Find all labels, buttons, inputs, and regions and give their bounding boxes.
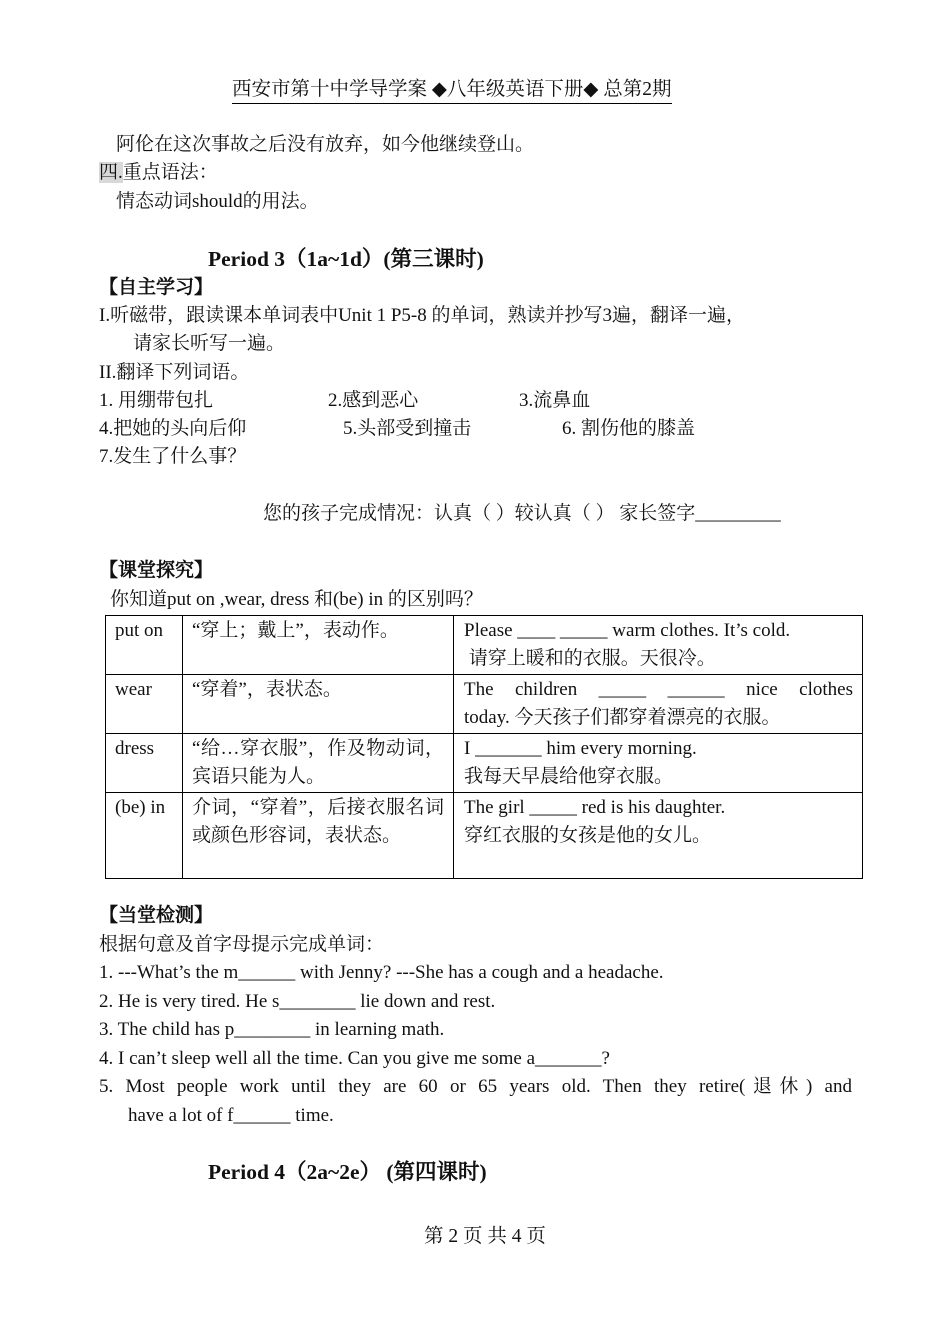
test-item-1: 1. ---What’s the m______ with Jenny? ---She has a cough and a headache. [99, 962, 664, 983]
self-study-item-1: I.听磁带，跟读课本单词表中Unit 1 P5-8 的单词，熟读并抄写3遍，翻译一遍， [99, 305, 746, 326]
test-item-5: 5. Most people work until they are 60 or 65 years old. Then they retire(退休) and [99, 1076, 852, 1097]
example-cell [454, 616, 863, 675]
intro-line: 阿伦在这次事故之后没有放弃，如今他继续登山。 [116, 134, 535, 155]
test-instruction: 根据句意及首字母提示完成单词： [99, 934, 385, 955]
period4-title: Period 4（2a~2e） (第四课时) [208, 1160, 487, 1184]
grammar-title: 重点语法： [122, 162, 218, 183]
page-header: 西安市第十中学导学案 ◆八年级英语下册◆ 总第2期 [232, 78, 672, 104]
table-row [106, 793, 863, 879]
example-zh: today. 今天孩子们都穿着漂亮的衣服。 [464, 707, 781, 728]
parent-check: 您的孩子完成情况：认真（ ）较认真（ ） 家长签字_________ [263, 503, 781, 524]
phrase-6: 6. 割伤他的膝盖 [562, 418, 696, 439]
example-en: Please ____ _____ warm clothes. It’s cold. [464, 620, 791, 641]
grammar-item: 情态动词should的用法。 [116, 191, 319, 212]
test-item-2: 2. He is very tired. He s________ lie down and rest. [99, 991, 496, 1012]
phrase-3: 3.流鼻血 [519, 390, 591, 411]
table-row [106, 616, 863, 675]
grammar-heading [99, 161, 218, 185]
example-cell [454, 734, 863, 793]
table-row [106, 734, 863, 793]
desc-cell: 介词，“穿着”，后接衣服名词或颜色形容词，表状态。 [183, 793, 454, 879]
example-en: The children _____ ______ nice clothes [464, 679, 853, 700]
phrase-7: 7.发生了什么事？ [99, 446, 247, 467]
page-footer: 第 2 页 共 4 页 [424, 1226, 546, 1247]
table-question: 你知道put on ,wear, dress 和(be) in 的区别吗？ [110, 589, 483, 610]
phrase-2: 2.感到恶心 [328, 390, 419, 411]
self-study-item-1-cont: 请家长听写一遍。 [133, 333, 286, 354]
term-cell: (be) in [106, 793, 183, 879]
phrase-4: 4.把她的头向后仰 [99, 418, 247, 439]
example-en: The girl _____ red is his daughter. [464, 797, 726, 818]
grammar-label: 四. [99, 162, 123, 183]
test-heading: 【当堂检测】 [99, 905, 214, 926]
table-row [106, 675, 863, 734]
test-item-4: 4. I can’t sleep well all the time. Can you give me some a_______? [99, 1048, 610, 1069]
desc-cell: “穿上；戴上”，表动作。 [183, 616, 454, 675]
test-item-3: 3. The child has p________ in learning math. [99, 1019, 445, 1040]
example-cell [454, 675, 863, 734]
desc-cell: “给…穿衣服”，作及物动词，宾语只能为人。 [183, 734, 454, 793]
usage-table [105, 615, 863, 879]
period3-title: Period 3（1a~1d）(第三课时) [208, 247, 484, 271]
term-cell: wear [106, 675, 183, 734]
test-item-5-cont: have a lot of f______ time. [128, 1105, 334, 1126]
term-cell: dress [106, 734, 183, 793]
example-zh: 我每天早晨给他穿衣服。 [464, 766, 674, 787]
self-study-heading: 【自主学习】 [99, 277, 214, 298]
self-study-item-2: II.翻译下列词语。 [99, 362, 250, 383]
example-en: I _______ him every morning. [464, 738, 697, 759]
example-zh: 请穿上暖和的衣服。天很冷。 [464, 648, 716, 669]
desc-cell: “穿着”，表状态。 [183, 675, 454, 734]
phrase-1: 1. 用绷带包扎 [99, 390, 214, 411]
example-zh: 穿红衣服的女孩是他的女儿。 [464, 825, 712, 846]
term-cell: put on [106, 616, 183, 675]
phrase-5: 5.头部受到撞击 [343, 418, 472, 439]
example-cell [454, 793, 863, 879]
class-heading: 【课堂探究】 [99, 560, 214, 581]
